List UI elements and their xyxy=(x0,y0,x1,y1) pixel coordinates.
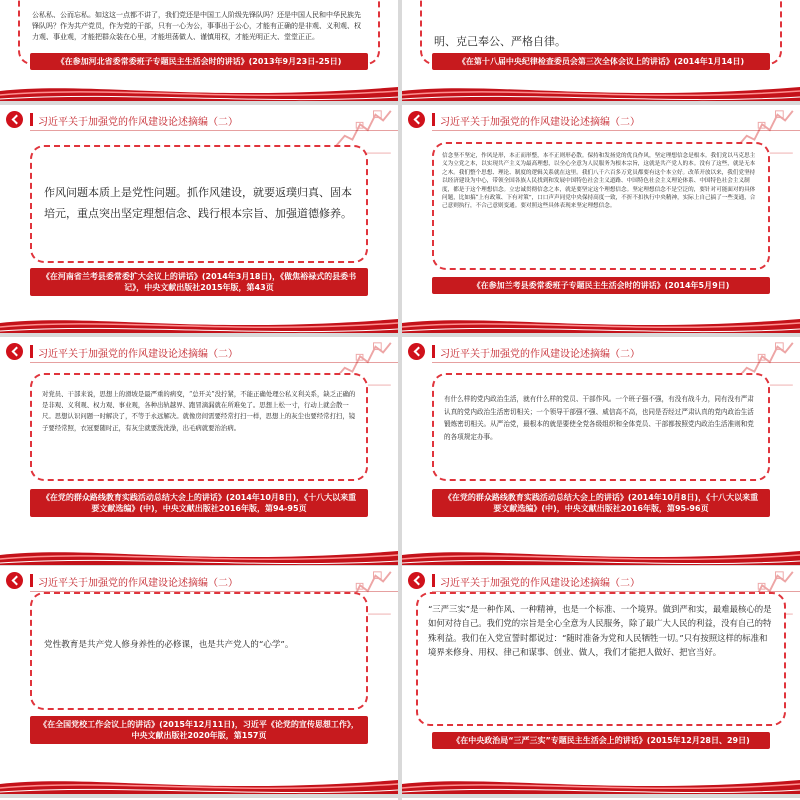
quote-text: 信念坚不坚定，作风是形，本正而形整，本不正则形必散。保持和发扬党的优良作风，坚定理想信念是根本。我们党以马克思主义为立党之本，以实现共产主义为最高理想，以全心全意为人民服务为根本宗旨，这就是共产党人的本。没有了这些，就是无本之木。我们整个思想、理论、制度的逻辑关系就在这里。我们八千六百多万党员都要有这个本立好。改革开放以来，我们党坚持以经济建设为中心，带领全国各族人民找到和发展中国特色社会主义道路、中国特色社会主义理论体系、中国特色社会主义制度，都是于这个理想信念。立忠诚贯彻信念之本，就是要坚定这个理想信念。坚定理想信念不是空泛的，要针对可能面对的具体问题，比如搞“上有政策、下有对策”，口口声声同党中央保持高度一致，不折不扣执行中央精神，实际上自己搞了一些变通，合己意则执行，不合己意则变通。要对照这些具体表现来坚定理想信念。 xyxy=(442,153,756,210)
title-bar-marker xyxy=(30,345,33,358)
ribbon-decoration xyxy=(402,541,800,565)
back-arrow-icon[interactable] xyxy=(6,111,23,128)
slide-6 xyxy=(402,337,800,565)
citation-text: 《在参加河北省委常委班子专题民主生活会时的讲话》(2013年9月23日-25日) xyxy=(56,57,342,66)
ribbon-decoration xyxy=(0,77,398,101)
citation-text: 《在第十八届中央纪律检查委员会第三次全体会议上的讲话》(2014年1月14日) xyxy=(457,57,745,66)
quote-text: 明、克己奉公、严格自律。 xyxy=(434,35,566,48)
citation-banner xyxy=(432,489,770,517)
slide-2 xyxy=(402,0,800,101)
quote-text: “三严三实”是一种作风、一种精神，也是一个标准、一个境界。做到严和实，最难最核心的是如何对待自己。我们党的宗旨是全心全意为人民服务，除了最广大人民的利益，没有自己的特殊利益。我们在入党宣誓时都说过：“随时准备为党和人民牺牲一切。”只有按照这样的标准和境界来修身、用权、律己和谋事、创业、做人，我们才能把人做好、把官当好。 xyxy=(428,604,772,658)
ribbon-decoration xyxy=(402,770,800,794)
citation-banner xyxy=(30,53,368,70)
back-arrow-icon[interactable] xyxy=(6,343,23,360)
slide-title: 习近平关于加强党的作风建设论述摘编（二） xyxy=(38,349,238,360)
quote-text: 有什么样的党内政治生活，就有什么样的党员、干部作风。一个班子强不强，有没有战斗力，同有没有严肃认真的党内政治生活密切相关；一个领导干部强不强、威信高不高，也同是否经过严肃认真的党内政治生活锻炼密切相关。从严治党，最根本的就是要使全党各级组织和全体党员、干部都按照党内政治生活准则和党的各项规定办事。 xyxy=(444,395,754,441)
slide-title: 习近平关于加强党的作风建设论述摘编（二） xyxy=(38,578,238,589)
slide-5 xyxy=(0,337,398,565)
quote-text: 公私私、公而忘私。如这这一点都不讲了，我们党还是中国工人阶级先锋队吗？还是中国人民和中华民族先锋队吗？作为共产党员，作为党的干部，只有一心为公，事事出于公心，才能有正确的是非观、义利观、权力观、事业观，才能把群众装在心里，才能坦荡做人、谨慎用权，才能光明正大、堂堂正正。 xyxy=(32,11,361,41)
title-bar-marker xyxy=(432,574,435,587)
quote-box xyxy=(30,145,368,263)
slide-1 xyxy=(0,0,398,101)
citation-text: 《在参加兰考县委常委班子专题民主生活会时的讲话》(2014年5月9日) xyxy=(472,281,730,290)
slide-3 xyxy=(0,105,398,333)
citation-text: 《在河南省兰考县委常委扩大会议上的讲话》(2014年3月18日)，《做焦裕禄式的县委书记》，中央文献出版社2015年版，第43页 xyxy=(41,272,357,293)
ribbon-decoration xyxy=(402,77,800,101)
citation-banner xyxy=(432,732,770,749)
quote-box xyxy=(432,373,770,481)
ribbon-decoration xyxy=(0,541,398,565)
slide-title: 习近平关于加强党的作风建设论述摘编（二） xyxy=(440,349,640,360)
ribbon-decoration xyxy=(402,309,800,333)
slide-4 xyxy=(402,105,800,333)
citation-text: 《在党的群众路线教育实践活动总结大会上的讲话》(2014年10月8日)，《十八大以来重要文献选编》(中)，中央文献出版社2016年版，第94-95页 xyxy=(41,493,357,514)
slide-title: 习近平关于加强党的作风建设论述摘编（二） xyxy=(38,117,238,128)
slide-7 xyxy=(0,566,398,794)
ribbon-decoration xyxy=(0,309,398,333)
citation-banner xyxy=(30,268,368,296)
title-bar-marker xyxy=(30,113,33,126)
slide-title: 习近平关于加强党的作风建设论述摘编（二） xyxy=(440,578,640,589)
slide-8 xyxy=(402,566,800,794)
title-bar-marker xyxy=(30,574,33,587)
citation-text: 《在党的群众路线教育实践活动总结大会上的讲话》(2014年10月8日)，《十八大以来重要文献选编》(中)，中央文献出版社2016年版，第95-96页 xyxy=(443,493,759,514)
ribbon-decoration xyxy=(0,770,398,794)
citation-banner xyxy=(432,277,770,294)
citation-text: 《在全国党校工作会议上的讲话》(2015年12月11日)，习近平《论党的宣传思想工作》，中央文献出版社2020年版，第157页 xyxy=(39,720,359,741)
back-arrow-icon[interactable] xyxy=(6,572,23,589)
title-bar-marker xyxy=(432,345,435,358)
citation-banner xyxy=(432,53,770,70)
quote-text: 对党员、干部来说，思想上的滑坡是最严重的病变，“总开关”没拧紧，不能正确处理公私义利关系，缺乏正确的是非观、义利观、权力观、事业观，各种出轨越界、跑冒滴漏就在所难免了。思想上松一寸，行动上就会散一尺。思想认识问题一时解决了，不等于永远解决。就像房间需要经常打扫一样，思想上的灰尘也要经常打扫，镜子要经常照，衣冠要随时正，有灰尘就要洗洗澡，出毛病就要治治病。 xyxy=(42,390,356,432)
back-arrow-icon[interactable] xyxy=(408,111,425,128)
back-arrow-icon[interactable] xyxy=(408,343,425,360)
quote-text: 党性教育是共产党人修身养性的必修课，也是共产党人的“心学”。 xyxy=(44,640,294,650)
citation-banner xyxy=(30,716,368,744)
citation-banner xyxy=(30,489,368,517)
citation-text: 《在中央政治局“三严三实”专题民主生活会上的讲话》(2015年12月28日、29日) xyxy=(452,736,750,745)
quote-text: 作风问题本质上是党性问题。抓作风建设，就要返璞归真、固本培元，重点突出坚定理想信念、践行根本宗旨、加强道德修养。 xyxy=(44,186,352,220)
quote-box xyxy=(30,373,368,481)
quote-box xyxy=(432,142,770,270)
slide-title: 习近平关于加强党的作风建设论述摘编（二） xyxy=(440,117,640,128)
quote-box xyxy=(416,592,786,726)
back-arrow-icon[interactable] xyxy=(408,572,425,589)
quote-box xyxy=(30,592,368,710)
title-bar-marker xyxy=(432,113,435,126)
